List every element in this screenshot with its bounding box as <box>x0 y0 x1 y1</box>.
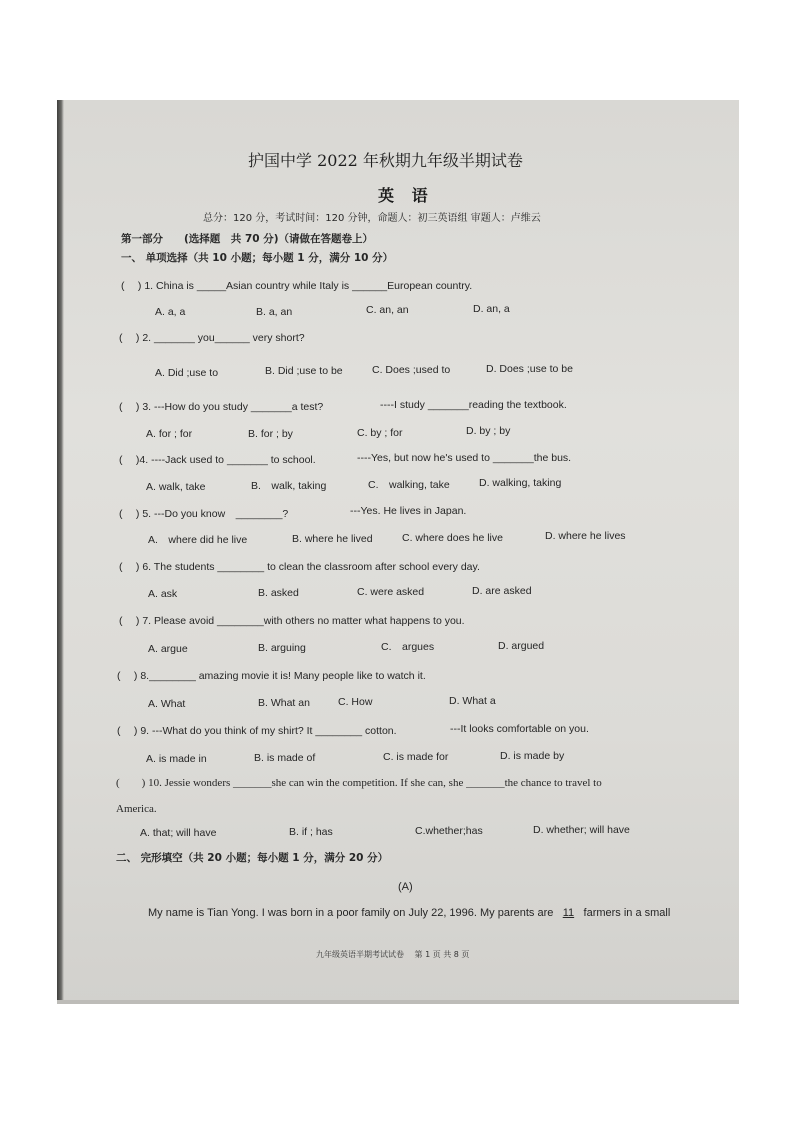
question-6-option-b: B. asked <box>258 587 299 599</box>
question-5-option-d: D. where he lives <box>545 530 626 542</box>
question-5-stem: ( ) 5. ---Do you know ________? <box>119 508 289 520</box>
question-10-option-d: D. whether; will have <box>533 824 630 836</box>
question-4-response: ----Yes, but now he's used to _______the bus. <box>357 452 572 464</box>
question-8-option-d: D. What a <box>449 695 496 707</box>
question-10-option-c: C.whether;has <box>415 825 483 837</box>
question-8-option-c: C. How <box>338 696 373 708</box>
page-footer: 九年级英语半期考试试卷 第 1 页 共 8 页 <box>316 950 470 959</box>
question-1-option-d: D. an, a <box>473 303 510 315</box>
passage-label: (A) <box>398 881 413 893</box>
question-7-option-d: D. argued <box>498 640 545 652</box>
question-3-option-d: D. by ; by <box>466 425 511 437</box>
question-8-stem: ( ) 8.________ amazing movie it is! Many people like to watch it. <box>117 670 426 682</box>
question-10-option-a: A. that; will have <box>140 827 217 839</box>
subject-title: 英 语 <box>378 186 434 205</box>
question-3-option-c: C. by ; for <box>357 427 403 439</box>
question-9-stem: ( ) 9. ---What do you think of my shirt? It ________ cotton. <box>117 725 397 737</box>
question-4-option-d: D. walking, taking <box>479 477 562 489</box>
question-9-option-b: B. is made of <box>254 752 316 764</box>
question-6-stem: ( ) 6. The students ________ to clean the classroom after school every day. <box>119 561 480 573</box>
section-one-heading: 一、 单项选择（共 10 小题；每小题 1 分，满分 10 分） <box>121 252 394 264</box>
question-5-option-c: C. where does he live <box>402 532 503 544</box>
passage-first-line <box>148 906 670 920</box>
question-4-stem: ( )4. ----Jack used to _______ to school. <box>119 454 316 466</box>
question-2-option-b: B. Did ;use to be <box>265 365 343 377</box>
question-10-stem: ( ) 10. Jessie wonders _______she can win the competition. If she can, she _______the chance to travel to <box>116 777 602 789</box>
question-2-option-c: C. Does ;used to <box>372 364 451 376</box>
question-9-option-c: C. is made for <box>383 751 449 763</box>
question-1-option-c: C. an, an <box>366 304 409 316</box>
question-1-stem: ( ) 1. China is _____Asian country while Italy is ______European country. <box>121 280 473 292</box>
question-3-stem: ( ) 3. ---How do you study _______a test? <box>119 401 324 413</box>
question-1-option-a: A. a, a <box>155 306 186 318</box>
question-7-stem: ( ) 7. Please avoid ________with others no matter what happens to you. <box>119 615 465 627</box>
section-two-heading: 二、 完形填空（共 20 小题；每小题 1 分，满分 20 分） <box>116 852 389 864</box>
question-2-stem: ( ) 2. _______ you______ very short? <box>119 332 305 344</box>
blank-number: 11 <box>562 907 575 919</box>
question-2-option-d: D. Does ;use to be <box>486 363 573 375</box>
question-4-option-c: C. walking, take <box>368 479 450 491</box>
question-6-option-d: D. are asked <box>472 585 532 597</box>
exam-info: 总分：120 分，考试时间：120 分钟，命题人：初三英语组 审题人：卢维云 <box>203 213 541 224</box>
question-7-option-c: C. argues <box>381 641 435 653</box>
question-3-response: ----I study _______reading the textbook. <box>380 399 567 411</box>
question-7-option-b: B. arguing <box>258 642 306 654</box>
photo-dark-edge <box>57 100 64 1004</box>
question-1-option-b: B. a, an <box>256 306 293 318</box>
question-10-stem-continued: America. <box>116 803 157 815</box>
question-5-response: ---Yes. He lives in Japan. <box>350 505 467 517</box>
question-2-option-a: A. Did ;use to <box>155 367 219 379</box>
question-6-option-c: C. were asked <box>357 586 425 598</box>
question-3-option-b: B. for ; by <box>248 428 293 440</box>
question-6-option-a: A. ask <box>148 588 178 600</box>
question-9-option-d: D. is made by <box>500 750 565 762</box>
question-4-option-a: A. walk, take <box>146 481 206 493</box>
exam-title: 护国中学 2022 年秋期九年级半期试卷 <box>248 151 523 170</box>
question-3-option-a: A. for ; for <box>146 428 193 440</box>
question-9-option-a: A. is made in <box>146 753 207 765</box>
question-8-option-a: A. What <box>148 698 186 710</box>
question-8-option-b: B. What an <box>258 697 310 709</box>
question-7-option-a: A. argue <box>148 643 188 655</box>
photo-bottom-edge <box>57 1000 739 1004</box>
passage-text-b: farmers in a small <box>583 907 671 919</box>
question-5-option-b: B. where he lived <box>292 533 373 545</box>
question-10-option-b: B. if ; has <box>289 826 333 838</box>
passage-text-a: My name is Tian Yong. I was born in a poor family on July 22, 1996. My parents are <box>148 907 554 919</box>
question-5-option-a: A. where did he live <box>148 534 248 546</box>
part-one-heading: 第一部分 (选择题 共 70 分)（请做在答题卷上） <box>121 233 374 245</box>
question-9-response: ---It looks comfortable on you. <box>450 723 589 735</box>
question-4-option-b: B. walk, taking <box>251 480 327 492</box>
